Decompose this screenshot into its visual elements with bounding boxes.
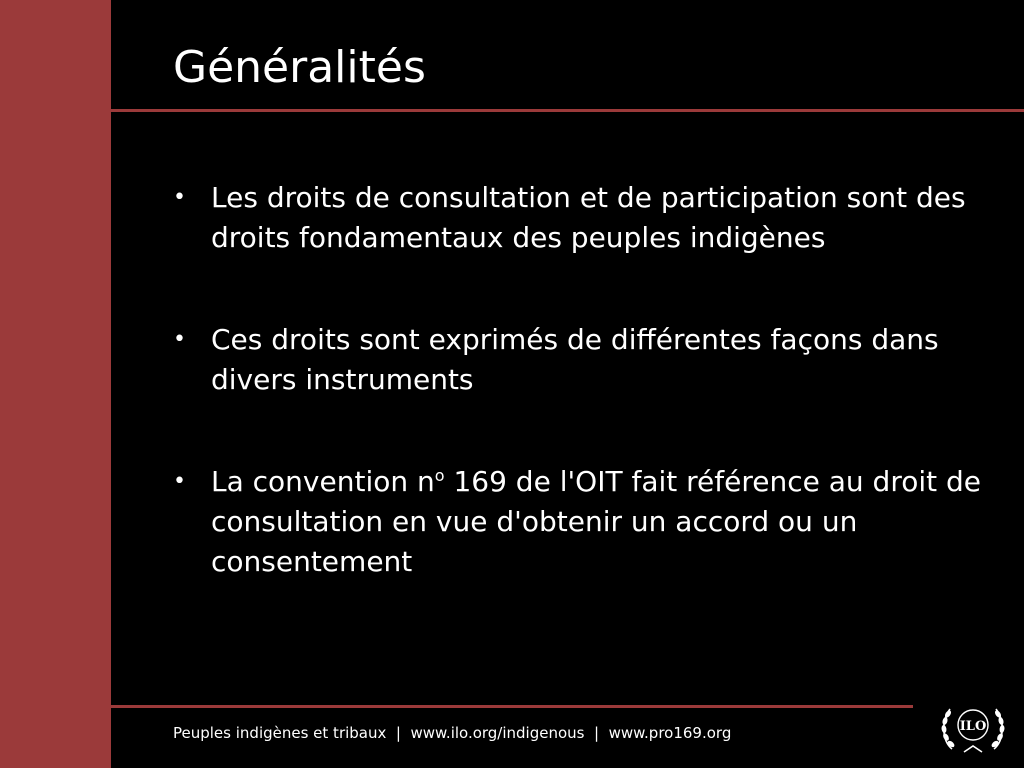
bullet-superscript: o: [434, 466, 445, 485]
footer-divider: [111, 705, 913, 708]
slide-title: Généralités: [173, 42, 426, 93]
bullet-item-consultation-rights: [173, 178, 993, 258]
bullet-item-instruments: [173, 320, 993, 400]
bullet-text-end: 169 de l'OIT fait référence au droit de consultation en vue d'obtenir un accord ou un consentement: [211, 465, 982, 578]
bullet-item-convention-169: [173, 462, 993, 582]
bullet-dot-icon: •: [173, 185, 186, 210]
bullet-dot-icon: •: [173, 469, 186, 494]
bullet-list: [173, 178, 993, 644]
bullet-text: Les droits de consultation et de participation sont des droits fondamentaux des peuples indigènes: [211, 181, 966, 254]
bullet-dot-icon: •: [173, 327, 186, 352]
title-divider: [111, 109, 1024, 112]
left-accent-band: [0, 0, 111, 768]
ilo-emblem-icon: [938, 697, 1008, 759]
footer-text: Peuples indigènes et tribaux | www.ilo.org/indigenous | www.pro169.org: [173, 724, 732, 742]
bullet-text-start: La convention n: [211, 465, 435, 498]
bullet-text: Ces droits sont exprimés de différentes façons dans divers instruments: [211, 323, 939, 396]
logo-text: ILO: [959, 719, 987, 734]
